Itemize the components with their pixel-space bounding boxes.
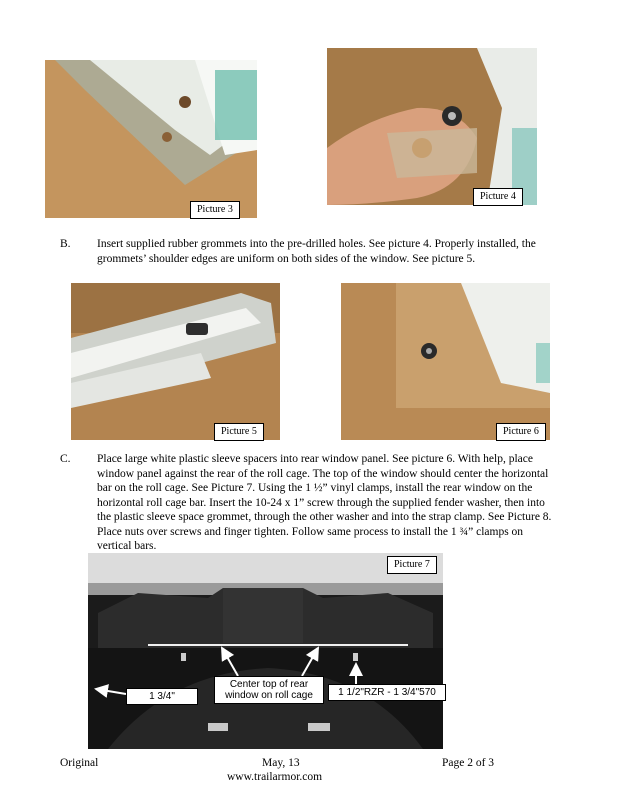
picture-4-caption: Picture 4	[473, 188, 523, 206]
footer-date: May, 13	[262, 757, 300, 769]
picture-5-caption: Picture 5	[214, 423, 264, 441]
picture-6-photo	[341, 283, 550, 440]
picture-3-photo	[45, 60, 257, 218]
footer-url: www.trailarmor.com	[227, 771, 323, 783]
picture-6-caption: Picture 6	[496, 423, 546, 441]
footer-page-number: Page 2 of 3	[442, 757, 495, 769]
step-b-text: Insert supplied rubber grommets into the pre-drilled holes. See picture 4. Properly installed, the grommets’ shoulder edges are uniform on both sides of the window. See picture 5.	[97, 238, 536, 265]
picture-4-photo	[327, 48, 537, 205]
callout-vertical-clamp: 1 3/4"	[126, 688, 198, 705]
picture-5-photo	[71, 283, 280, 440]
picture-7-photo	[88, 553, 443, 749]
callout-center-top: Center top of rear window on roll cage	[214, 676, 324, 704]
picture-7-caption: Picture 7	[387, 556, 437, 574]
callout-clamp-sizes: 1 1/2"RZR - 1 3/4"570	[328, 684, 446, 701]
step-c-text: Place large white plastic sleeve spacers into rear window panel. See picture 6. With help, place window panel against the rear of the roll cage. The top of the window should center the horizontal bar on the roll cage. See Picture 7. Using the 1 ½” vinyl clamps, install the rear window on the horizontal roll cage bar. Insert the 10-24 x 1” screw through the supplied fender washer, then into the plastic sleeve space grommet, through the other washer and into the strap clamp. See Picture 8. Place nuts over screws and finger tighten. Follow same process to install the 1 ¾” clamps on vertical bars.	[97, 453, 552, 552]
step-c	[60, 452, 570, 552]
step-c-letter: C.	[60, 453, 71, 465]
step-b	[60, 237, 570, 269]
step-b-letter: B.	[60, 238, 71, 250]
footer-left: Original	[60, 757, 99, 769]
picture-3-caption: Picture 3	[190, 201, 240, 219]
